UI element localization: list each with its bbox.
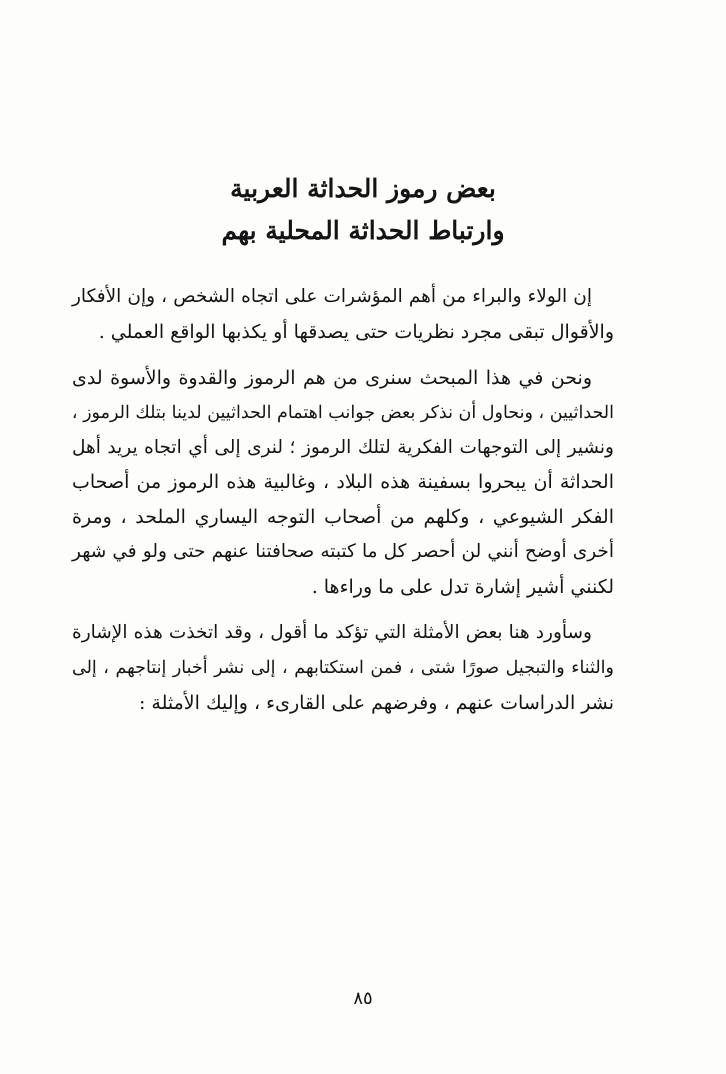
text-line: والثناء والتبجيل صورًا شتى ، فمن استكتابهم ، إلى نشر أخبار إنتاجهم ، إلى xyxy=(72,657,614,678)
heading-line-2: وارتباط الحداثة المحلية بهم xyxy=(221,216,505,245)
text-line: نشر الدراسات عنهم ، وفرضهم على القارىء ، وإليك الأمثلة : xyxy=(138,691,614,714)
text-line: الحداثيين ، ونحاول أن نذكر بعض جوانب اهتمام الحداثيين لدينا بتلك الرموز ، xyxy=(71,403,614,424)
text-line: وسأورد هنا بعض الأمثلة التي تؤكد ما أقول ، وقد اتخذت هذه الإشارة xyxy=(72,622,592,644)
page-number: ٨٥ xyxy=(353,988,373,1009)
text-line: إن الولاء والبراء من أهم المؤشرات على اتجاه الشخص ، وإن الأفكار xyxy=(72,286,592,307)
text-line: الفكر الشيوعي ، وكلهم من أصحاب التوجه اليساري الملحد ، ومرة xyxy=(72,506,614,529)
text-line: الحداثة أن يبحروا بسفينة هذه البلاد ، وغالبية هذه الرموز من أصحاب xyxy=(72,471,614,494)
text-line: ونشير إلى التوجهات الفكرية لتلك الرموز ؛ لنرى إلى أي اتجاه يريد أهل xyxy=(72,436,614,458)
chapter-heading xyxy=(0,168,726,252)
text-line: لكنني أشير إشارة تدل على ما وراءها . xyxy=(311,575,614,598)
paragraph-2 xyxy=(72,361,614,604)
heading-line-1: بعض رموز الحداثة العربية xyxy=(230,174,496,203)
text-line: ونحن في هذا المبحث سنرى من هم الرموز والقدوة والأسوة لدى xyxy=(72,367,592,390)
text-line: والأقوال تبقى مجرد نظريات حتى يصدقها أو يكذبها الواقع العملي . xyxy=(98,320,614,343)
body-text xyxy=(72,280,614,732)
paragraph-1 xyxy=(72,280,614,349)
text-line: أخرى أوضح أنني لن أحصر كل ما كتبته صحافتنا عنهم حتى ولو في شهر xyxy=(72,540,614,562)
paragraph-3 xyxy=(72,616,614,720)
